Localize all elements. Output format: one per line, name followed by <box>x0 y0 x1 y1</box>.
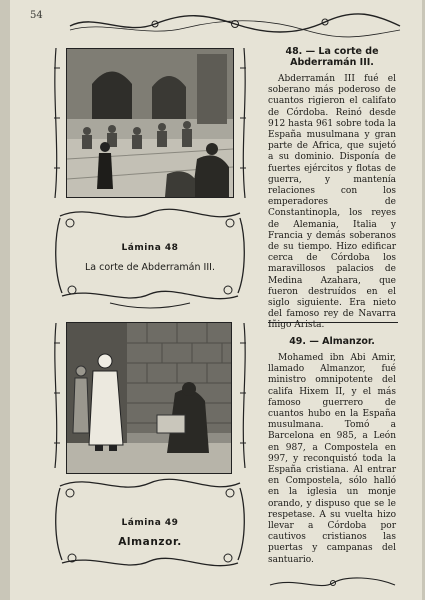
book-page <box>10 0 422 600</box>
bottom-ornament <box>265 575 400 593</box>
page-number: 54 <box>30 10 43 21</box>
plate-49-label: Lámina 49 <box>121 518 179 528</box>
section-divider <box>268 322 398 323</box>
plate-49-title: Almanzor. <box>118 536 182 548</box>
top-ornament <box>65 8 405 38</box>
plate-48-label: Lámina 48 <box>121 243 179 253</box>
plate-49 <box>50 318 250 580</box>
almanzor-scene-image <box>67 323 231 473</box>
plate-48-illustration <box>66 48 234 198</box>
plate-48-title: La corte de Abderramán III. <box>85 262 215 273</box>
section-49-heading: 49. — Almanzor. <box>289 336 375 347</box>
section-48 <box>268 46 396 332</box>
section-48-body: Abderramán III fué el soberano más poderoso de cuantos rigieron el califato de Córdoba. Reinó desde 912 hasta 961 sobre toda la España musulmana y gran parte de Africa, que sujetó a su dominio. Disponía de fuertes ejércitos y flotas de guerra, y mantenía relaciones con los emperadores de Constantinopla, los reyes de Alemania, Italia y Francia y demás soberanos de su tiempo. Hizo edificar cerca de Córdoba los maravillosos palacios de Medina Azahara, que fueron destruídos en el siglo siguiente. Era nieto del famoso rey de Navarra Iñigo Arista. <box>268 74 396 331</box>
court-scene-image <box>67 49 233 197</box>
plate-49-illustration <box>66 322 232 474</box>
plate-48 <box>50 38 250 310</box>
section-48-heading: 48. — La corte de Abderramán III. <box>285 46 379 68</box>
section-49 <box>268 336 396 566</box>
section-49-body: Mohamed ibn Abi Amir, llamado Almanzor, fué ministro omnipotente del califa Hixem II, y el más famoso guerrero de cuantos hubo en la España musulmana. Tomó a Barcelona en 985, a León en 987, a Compostela en 997, y reconquistó toda la España cristiana. Al entrar en Compostela, sólo halló en la iglesia un monje orando, y dispuso que se le respetase. A su vuelta hizo llevar a Córdoba por cautivos cristianos las puertas y campanas del santuario. <box>268 353 396 565</box>
plate-49-caption <box>50 518 250 548</box>
plate-48-caption <box>50 243 250 273</box>
